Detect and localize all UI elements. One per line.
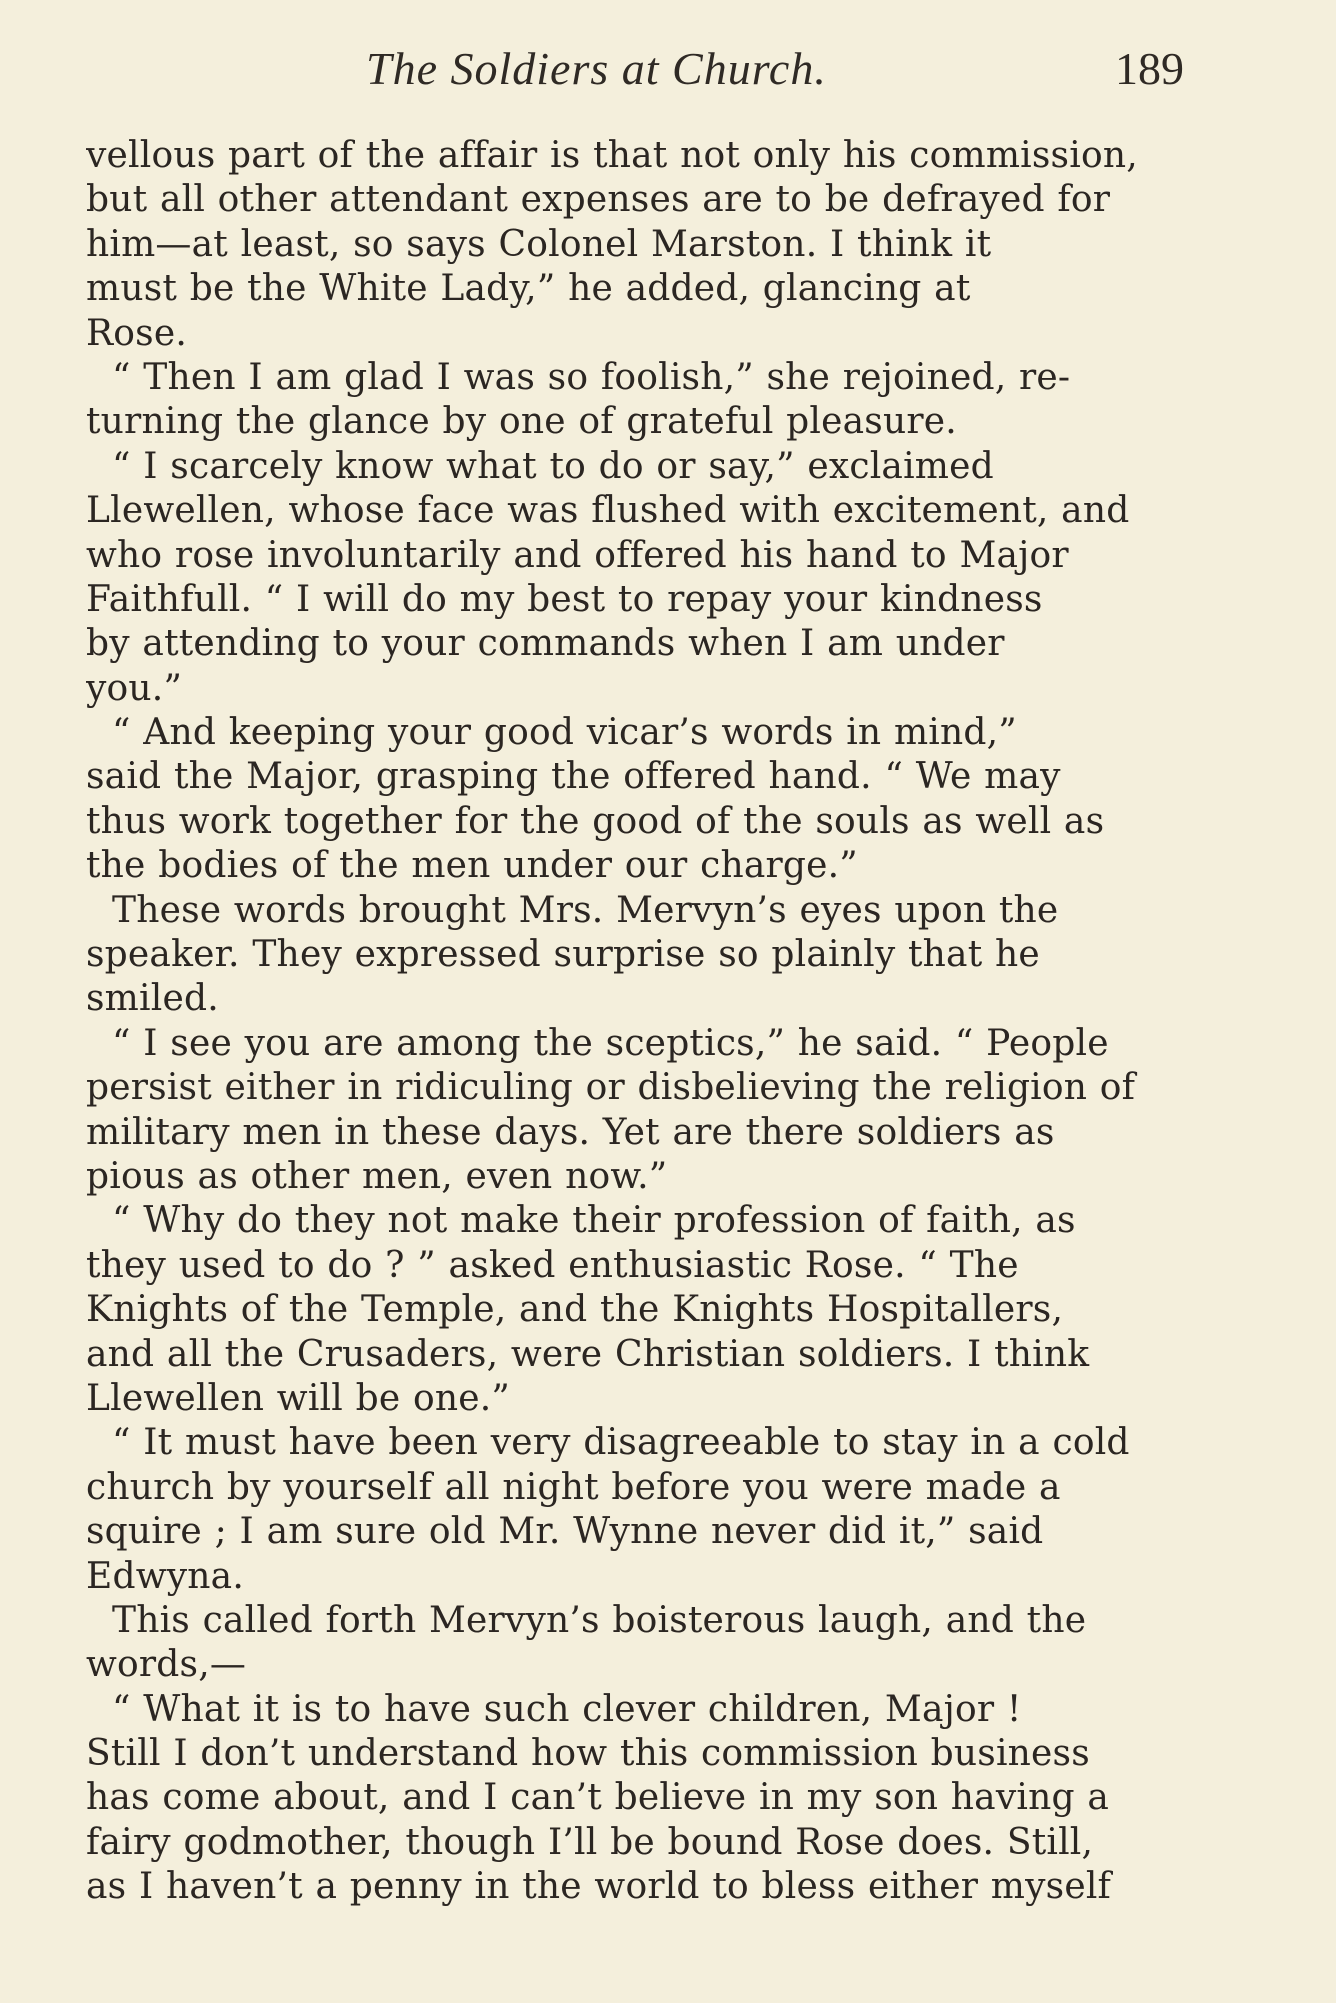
text-line: Faithfull. “ I will do my best to repay your kindness (86, 578, 1043, 620)
text-line: These words brought Mrs. Mervyn’s eyes upon the (112, 889, 1059, 931)
text-line: has come about, and I can’t believe in my son having a (86, 1777, 1110, 1819)
text-line: military men in these days. Yet are there soldiers as (86, 1111, 1055, 1153)
text-line: Knights of the Temple, and the Knights Hospitallers, (86, 1289, 1064, 1331)
text-line: Llewellen will be one.” (86, 1377, 511, 1419)
text-line: pious as other men, even now.” (86, 1155, 668, 1197)
text-line: they used to do ? ” asked enthusiastic Rose. “ The (86, 1244, 1019, 1286)
text-line: “ Why do they not make their profession of faith, as (112, 1200, 1076, 1242)
text-line: Edwyna. (86, 1555, 244, 1597)
text-line: Rose. (86, 312, 188, 354)
text-line: but all other attendant expenses are to be defrayed for (86, 179, 1111, 221)
text-line: “ Then I am glad I was so foolish,” she rejoined, re- (112, 356, 1071, 398)
text-line: words,— (86, 1644, 247, 1686)
text-line: him—at least, so says Colonel Marston. I think it (86, 223, 992, 265)
text-line: church by yourself all night before you were made a (86, 1466, 1061, 1508)
text-line: by attending to your commands when I am under (86, 623, 1005, 665)
text-line: vellous part of the affair is that not only his commission, (86, 135, 1138, 176)
text-line: must be the White Lady,” he added, glancing at (86, 268, 971, 310)
text-line: you.” (86, 667, 183, 709)
text-line: “ I scarcely know what to do or say,” exclaimed (112, 445, 994, 487)
text-line: and all the Crusaders, were Christian soldiers. I think (86, 1333, 1090, 1375)
running-title: The Soldiers at Church. (366, 43, 827, 94)
text-line: fairy godmother, though I’ll be bound Rose does. Still, (86, 1821, 1094, 1863)
text-line: Llewellen, whose face was flushed with excitement, and (86, 490, 1130, 532)
page-header (86, 42, 1184, 102)
text-line: persist either in ridiculing or disbelieving the religion of (86, 1067, 1136, 1109)
text-line: speaker. They expressed surprise so plainly that he (86, 934, 1040, 976)
text-line: Still I don’t understand how this commission business (86, 1733, 1090, 1775)
text-line: “ What it is to have such clever children, Major ! (112, 1688, 1022, 1730)
text-line: the bodies of the men under our charge.” (86, 845, 858, 887)
body-text (86, 134, 1184, 1910)
text-line: who rose involuntarily and offered his hand to Major (86, 534, 1069, 576)
text-line: said the Major, grasping the offered hand. “ We may (86, 756, 1061, 798)
text-line: thus work together for the good of the souls as well as (86, 800, 1105, 842)
text-line: This called forth Mervyn’s boisterous laugh, and the (112, 1599, 1087, 1641)
text-line: as I haven’t a penny in the world to bless either myself (86, 1866, 1112, 1908)
text-line: squire ; I am sure old Mr. Wynne never did it,” said (86, 1511, 1044, 1553)
page-number: 189 (1115, 43, 1184, 94)
text-line: “ I see you are among the sceptics,” he said. “ People (112, 1022, 1109, 1064)
text-line: “ And keeping your good vicar’s words in mind,” (112, 712, 1017, 754)
text-line: smiled. (86, 978, 219, 1020)
text-line: turning the glance by one of grateful pleasure. (86, 401, 957, 443)
text-line: “ It must have been very disagreeable to stay in a cold (112, 1422, 1130, 1464)
